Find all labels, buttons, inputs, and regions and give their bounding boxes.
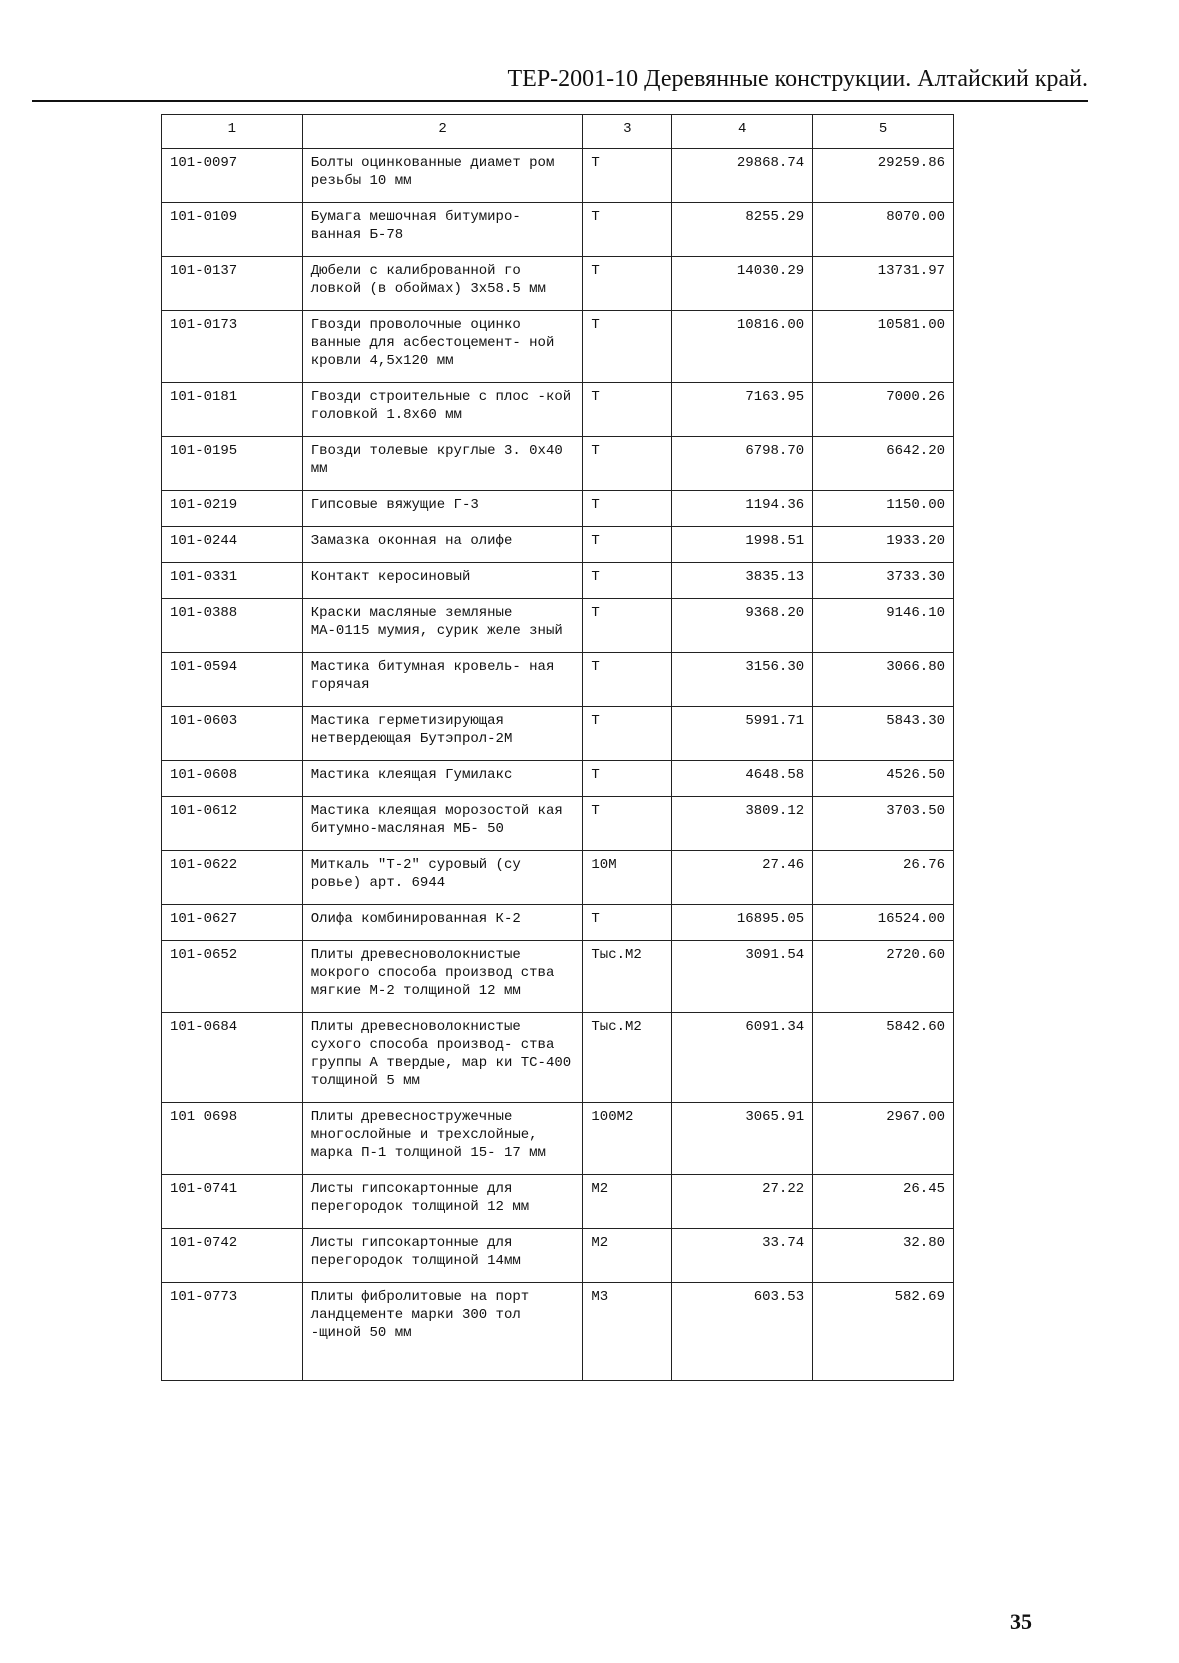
price-col4: 603.53	[672, 1283, 813, 1381]
material-name: Мастика герметизирующая нетвердеющая Бутэпрол-2М	[302, 707, 583, 761]
unit-of-measure: Т	[583, 797, 672, 851]
material-name: Плиты фибролитовые на порт ландцементе марки 300 тол -щиной 50 мм	[302, 1283, 583, 1381]
table-row	[162, 491, 954, 527]
material-code: 101-0773	[162, 1283, 303, 1381]
price-col4: 10816.00	[672, 311, 813, 383]
material-code: 101-0137	[162, 257, 303, 311]
column-header: 5	[813, 115, 954, 149]
price-col4: 3835.13	[672, 563, 813, 599]
unit-of-measure: Т	[583, 437, 672, 491]
price-col5: 29259.86	[813, 149, 954, 203]
price-col4: 4648.58	[672, 761, 813, 797]
material-name: Контакт керосиновый	[302, 563, 583, 599]
price-table	[161, 114, 954, 1381]
material-code: 101-0622	[162, 851, 303, 905]
unit-of-measure: Т	[583, 563, 672, 599]
price-col4: 5991.71	[672, 707, 813, 761]
table-row	[162, 563, 954, 599]
price-col5: 9146.10	[813, 599, 954, 653]
unit-of-measure: Т	[583, 761, 672, 797]
table-row	[162, 941, 954, 1013]
unit-of-measure: Тыс.М2	[583, 941, 672, 1013]
table-row	[162, 761, 954, 797]
price-col4: 8255.29	[672, 203, 813, 257]
material-code: 101-0608	[162, 761, 303, 797]
material-code: 101-0388	[162, 599, 303, 653]
material-name: Олифа комбинированная К-2	[302, 905, 583, 941]
table-row	[162, 383, 954, 437]
table-row	[162, 1175, 954, 1229]
column-header: 4	[672, 115, 813, 149]
price-col5: 3703.50	[813, 797, 954, 851]
material-name: Мастика битумная кровель- ная горячая	[302, 653, 583, 707]
price-col5: 16524.00	[813, 905, 954, 941]
table-row	[162, 599, 954, 653]
price-col5: 4526.50	[813, 761, 954, 797]
price-col4: 7163.95	[672, 383, 813, 437]
material-code: 101-0219	[162, 491, 303, 527]
unit-of-measure: Т	[583, 203, 672, 257]
price-col4: 1998.51	[672, 527, 813, 563]
unit-of-measure: Т	[583, 599, 672, 653]
price-col5: 8070.00	[813, 203, 954, 257]
table-row	[162, 797, 954, 851]
column-header: 2	[302, 115, 583, 149]
price-col4: 3091.54	[672, 941, 813, 1013]
table-row	[162, 149, 954, 203]
price-col4: 3809.12	[672, 797, 813, 851]
unit-of-measure: Т	[583, 311, 672, 383]
material-code: 101-0612	[162, 797, 303, 851]
unit-of-measure: М2	[583, 1229, 672, 1283]
table-row	[162, 653, 954, 707]
material-name: Мастика клеящая морозостой кая битумно-масляная МБ- 50	[302, 797, 583, 851]
price-col4: 14030.29	[672, 257, 813, 311]
material-code: 101-0742	[162, 1229, 303, 1283]
document-title: ТЕР-2001-10 Деревянные конструкции. Алтайский край.	[507, 66, 1088, 92]
material-name: Бумага мешочная битумиро- ванная Б-78	[302, 203, 583, 257]
material-name: Миткаль "Т-2" суровый (су ровье) арт. 6944	[302, 851, 583, 905]
material-code: 101-0173	[162, 311, 303, 383]
price-col5: 582.69	[813, 1283, 954, 1381]
material-name: Дюбели с калиброванной го ловкой (в обоймах) 3х58.5 мм	[302, 257, 583, 311]
unit-of-measure: Т	[583, 905, 672, 941]
table-row	[162, 1229, 954, 1283]
material-code: 101-0181	[162, 383, 303, 437]
material-name: Плиты древесноволокнистые мокрого способа производ ства мягкие М-2 толщиной 12 мм	[302, 941, 583, 1013]
price-col5: 32.80	[813, 1229, 954, 1283]
price-col4: 29868.74	[672, 149, 813, 203]
price-col4: 27.46	[672, 851, 813, 905]
material-name: Плиты древесностружечные многослойные и трехслойные, марка П-1 толщиной 15- 17 мм	[302, 1103, 583, 1175]
price-col5: 3066.80	[813, 653, 954, 707]
price-col5: 1933.20	[813, 527, 954, 563]
price-col4: 9368.20	[672, 599, 813, 653]
page-header	[32, 62, 1088, 102]
price-col5: 5842.60	[813, 1013, 954, 1103]
unit-of-measure: Т	[583, 149, 672, 203]
table-row	[162, 1283, 954, 1381]
price-col5: 26.76	[813, 851, 954, 905]
material-name: Плиты древесноволокнистые сухого способа производ- ства группы А твердые, мар ки ТС-400 толщиной 5 мм	[302, 1013, 583, 1103]
unit-of-measure: Т	[583, 527, 672, 563]
unit-of-measure: М3	[583, 1283, 672, 1381]
material-code: 101-0244	[162, 527, 303, 563]
material-code: 101-0741	[162, 1175, 303, 1229]
table-row	[162, 1013, 954, 1103]
unit-of-measure: Тыс.М2	[583, 1013, 672, 1103]
price-col4: 3065.91	[672, 1103, 813, 1175]
material-name: Гипсовые вяжущие Г-3	[302, 491, 583, 527]
price-col4: 27.22	[672, 1175, 813, 1229]
price-col5: 7000.26	[813, 383, 954, 437]
unit-of-measure: Т	[583, 383, 672, 437]
material-code: 101-0603	[162, 707, 303, 761]
price-col5: 2967.00	[813, 1103, 954, 1175]
material-name: Листы гипсокартонные для перегородок толщиной 14мм	[302, 1229, 583, 1283]
price-col4: 16895.05	[672, 905, 813, 941]
material-code: 101-0331	[162, 563, 303, 599]
table-header-row	[162, 115, 954, 149]
material-name: Болты оцинкованные диамет ром резьбы 10 мм	[302, 149, 583, 203]
unit-of-measure: М2	[583, 1175, 672, 1229]
material-code: 101-0684	[162, 1013, 303, 1103]
price-col4: 33.74	[672, 1229, 813, 1283]
unit-of-measure: 100М2	[583, 1103, 672, 1175]
price-col5: 26.45	[813, 1175, 954, 1229]
price-col4: 6798.70	[672, 437, 813, 491]
unit-of-measure: Т	[583, 257, 672, 311]
column-header: 3	[583, 115, 672, 149]
table-row	[162, 527, 954, 563]
unit-of-measure: 10М	[583, 851, 672, 905]
material-name: Краски масляные земляные МА-0115 мумия, сурик желе зный	[302, 599, 583, 653]
material-code: 101-0652	[162, 941, 303, 1013]
table-row	[162, 257, 954, 311]
page-number: 35	[1010, 1609, 1032, 1634]
table-row	[162, 851, 954, 905]
table-row	[162, 1103, 954, 1175]
material-name: Гвозди толевые круглые 3. 0х40 мм	[302, 437, 583, 491]
price-col5: 3733.30	[813, 563, 954, 599]
price-col5: 1150.00	[813, 491, 954, 527]
unit-of-measure: Т	[583, 653, 672, 707]
table-row	[162, 311, 954, 383]
material-name: Замазка оконная на олифе	[302, 527, 583, 563]
unit-of-measure: Т	[583, 491, 672, 527]
price-col5: 5843.30	[813, 707, 954, 761]
material-code: 101 0698	[162, 1103, 303, 1175]
unit-of-measure: Т	[583, 707, 672, 761]
material-code: 101-0594	[162, 653, 303, 707]
material-name: Листы гипсокартонные для перегородок толщиной 12 мм	[302, 1175, 583, 1229]
material-code: 101-0109	[162, 203, 303, 257]
price-col5: 10581.00	[813, 311, 954, 383]
table-row	[162, 905, 954, 941]
material-name: Гвозди строительные с плос -кой головкой 1.8х60 мм	[302, 383, 583, 437]
column-header: 1	[162, 115, 303, 149]
price-col4: 1194.36	[672, 491, 813, 527]
table-row	[162, 437, 954, 491]
table-row	[162, 203, 954, 257]
table-row	[162, 707, 954, 761]
price-col5: 13731.97	[813, 257, 954, 311]
price-col5: 2720.60	[813, 941, 954, 1013]
price-col4: 6091.34	[672, 1013, 813, 1103]
material-name: Мастика клеящая Гумилакс	[302, 761, 583, 797]
material-code: 101-0627	[162, 905, 303, 941]
price-col4: 3156.30	[672, 653, 813, 707]
material-name: Гвозди проволочные оцинко ванные для асбестоцемент- ной кровли 4,5х120 мм	[302, 311, 583, 383]
price-col5: 6642.20	[813, 437, 954, 491]
material-code: 101-0195	[162, 437, 303, 491]
material-code: 101-0097	[162, 149, 303, 203]
